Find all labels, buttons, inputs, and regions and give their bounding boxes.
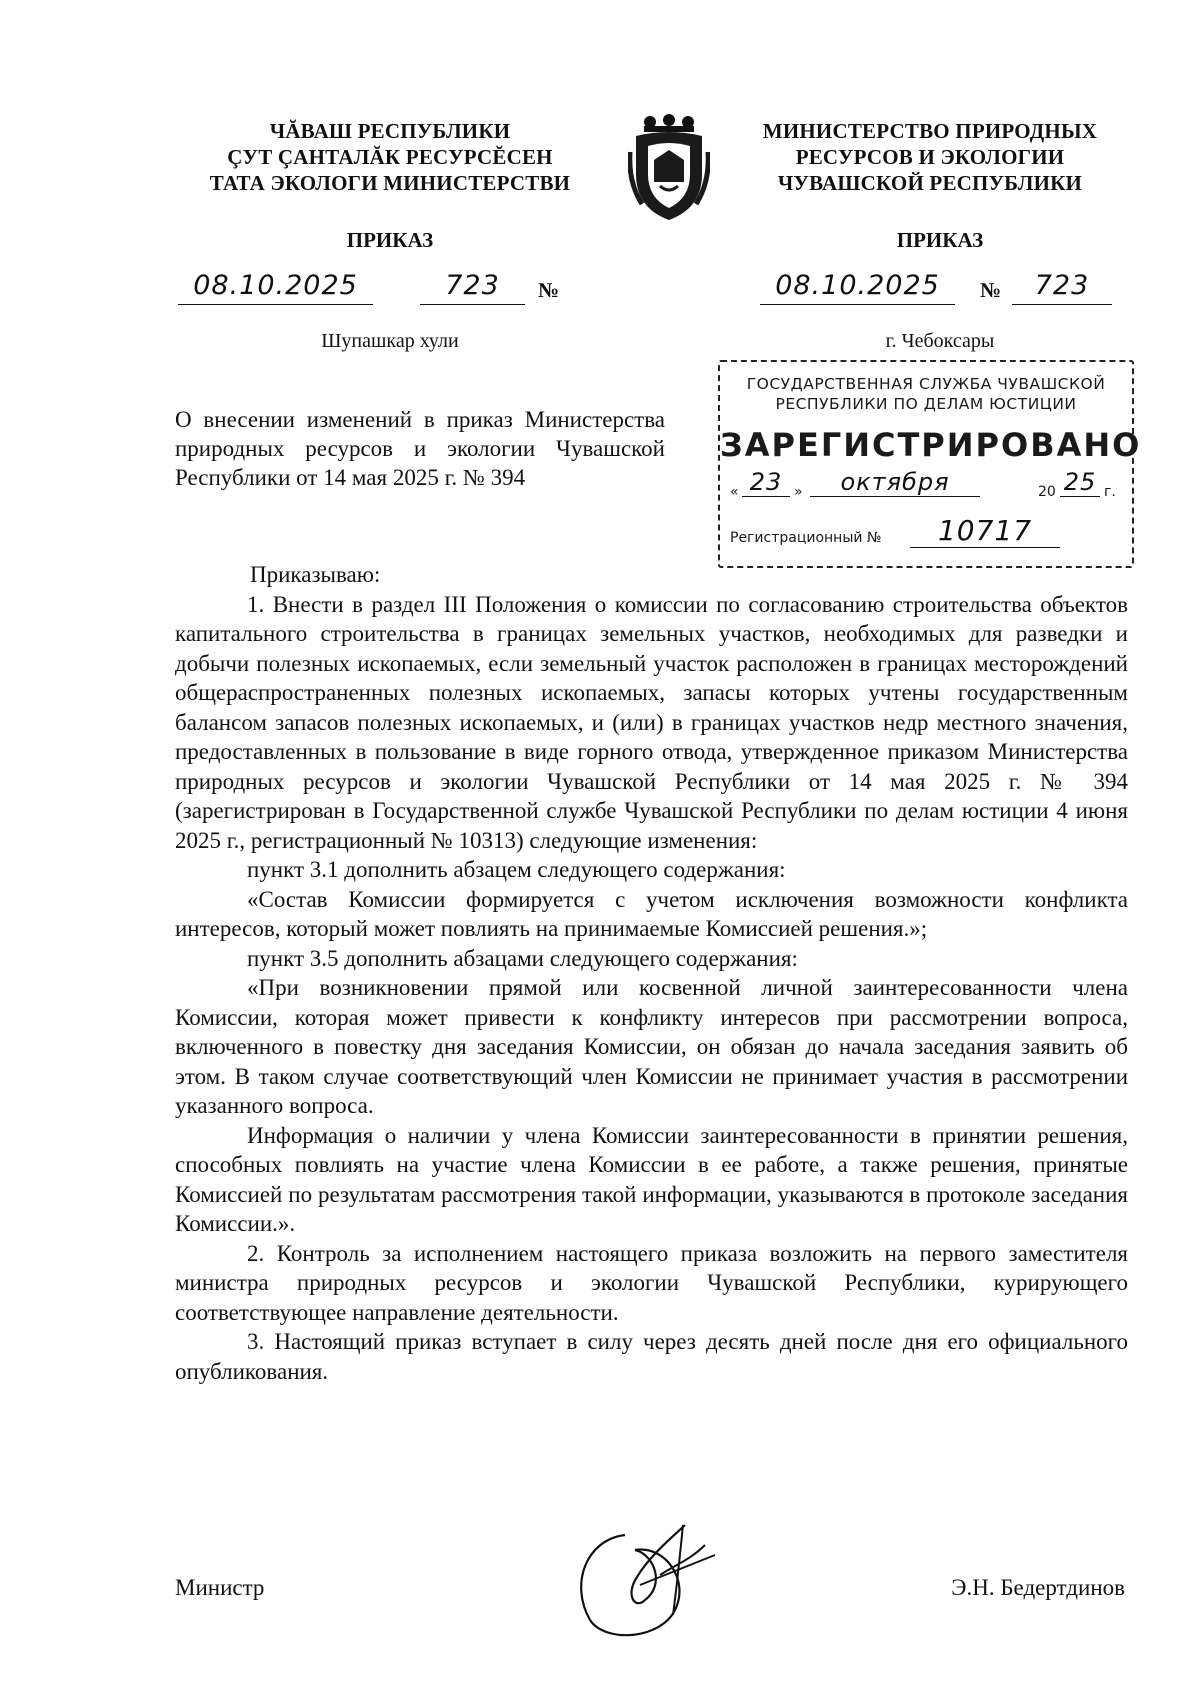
- stamp-day: 23: [742, 468, 790, 497]
- stamp-org-line: РЕСПУБЛИКИ ПО ДЕЛАМ ЮСТИЦИИ: [775, 395, 1077, 413]
- left-org-line: ТАТА ЭКОЛОГИ МИНИСТЕРСТВИ: [209, 171, 571, 195]
- right-org-line: РЕСУРСОВ И ЭКОЛОГИИ: [795, 145, 1065, 169]
- stamp-year-prefix: 20: [1038, 484, 1056, 500]
- stamp-year-abbr: г.: [1104, 484, 1116, 500]
- right-number-sign: №: [980, 278, 1002, 302]
- right-doc-type: ПРИКАЗ: [896, 228, 984, 252]
- right-number: 723: [1012, 270, 1112, 305]
- left-date: 08.10.2025: [178, 270, 373, 305]
- stamp-reg-label: Регистрационный №: [730, 530, 882, 546]
- coat-of-arms-icon: [628, 112, 710, 224]
- left-doc-type: ПРИКАЗ: [346, 228, 434, 252]
- signatory-name: Э.Н. Бедертдинов: [951, 1575, 1125, 1600]
- stamp-date-row: « 23 » октября 20 25 г.: [730, 468, 1116, 500]
- stamp-month: октября: [810, 468, 980, 497]
- paragraph-7: 2. Контроль за исполнением настоящего приказа возложить на первого заместителя министра природных ресурсов и экологии Чувашской Республики, курирующего соответствующее направление деятельности.: [175, 1240, 1128, 1325]
- opening-line: Приказываю:: [250, 562, 381, 587]
- left-number-sign: №: [538, 278, 560, 302]
- paragraph-5: «При возникновении прямой или косвенной личной заинтересованности члена Комиссии, которая может привести к конфликту интересов при рассмотрении вопроса, включенного в повестку дня заседания Комиссии, он обязан до начала заседания заявить об этом. В таком случае соответствующий член Комиссии не принимает участия в рассмотрении указанного вопроса.: [175, 975, 1128, 1118]
- paragraph-2: пункт 3.1 дополнить абзацем следующего содержания:: [247, 857, 786, 882]
- stamp-reg-row: [720, 512, 1132, 556]
- left-org-line: ЧĂВАШ РЕСПУБЛИКИ: [269, 119, 511, 143]
- left-number: 723: [420, 270, 525, 305]
- right-city: г. Чебоксары: [885, 330, 995, 352]
- left-city: Шупашкар хули: [321, 330, 459, 352]
- stamp-org-line: ГОСУДАРСТВЕННАЯ СЛУЖБА ЧУВАШСКОЙ: [746, 375, 1106, 393]
- document-body: [175, 560, 1128, 1386]
- paragraph-3: «Состав Комиссии формируется с учетом исключения возможности конфликта интересов, который может повлиять на принимаемые Комиссией решения.»;: [175, 886, 1128, 941]
- stamp-status: ЗАРЕГИСТРИРОВАНО: [720, 426, 1142, 464]
- paragraph-8: 3. Настоящий приказ вступает в силу через десять дней после дня его официального опубликования.: [175, 1329, 1128, 1384]
- paragraph-4: пункт 3.5 дополнить абзацами следующего содержания:: [247, 945, 798, 971]
- handwritten-signature-icon: [565, 1515, 735, 1645]
- registration-stamp: [718, 360, 1142, 568]
- stamp-year-suffix: 25: [1060, 468, 1100, 497]
- paragraph-6: Информация о наличии у члена Комиссии заинтересованности в принятии решения, способных повлиять на участие члена Комиссии в ее работе, а также решения, принятые Комиссией по результатам рассмотрения такой информации, указываются в протоколе заседания Комиссии.».: [175, 1122, 1128, 1236]
- left-org-name: [175, 118, 605, 196]
- document-title: О внесении изменений в приказ Министерства природных ресурсов и экологии Чувашской Республики от 14 мая 2025 г. № 394: [175, 407, 665, 490]
- right-org-name: [735, 118, 1125, 196]
- signatory-position: Министр: [175, 1575, 265, 1600]
- right-org-line: МИНИСТЕРСТВО ПРИРОДНЫХ: [762, 119, 1098, 143]
- left-org-line: ÇУТ ÇАНТАЛĂК РЕСУРСĔСЕН: [227, 145, 553, 169]
- paragraph-1: 1. Внести в раздел III Положения о комиссии по согласованию строительства объектов капитального строительства в границах земельных участков, необходимых для разведки и добычи полезных ископаемых, если земельный участок расположен в границах месторождений общераспространенных полезных ископаемых, запасы которых учтены государственным балансом запасов полезных ископаемых, и (или) в границах участков недр местного значения, предоставленных в пользование в виде горного отвода, утвержденное приказом Министерства природных ресурсов и экологии Чувашской Республики от 14 мая 2025 г. № 394 (зарегистрирован в Государственной службе Чувашской Республики по делам юстиции 4 июня 2025 г., регистрационный № 10313) следующие изменения:: [175, 591, 1128, 853]
- stamp-reg-number: 10717: [910, 514, 1060, 548]
- right-date: 08.10.2025: [760, 270, 955, 305]
- right-org-line: ЧУВАШСКОЙ РЕСПУБЛИКИ: [777, 171, 1083, 195]
